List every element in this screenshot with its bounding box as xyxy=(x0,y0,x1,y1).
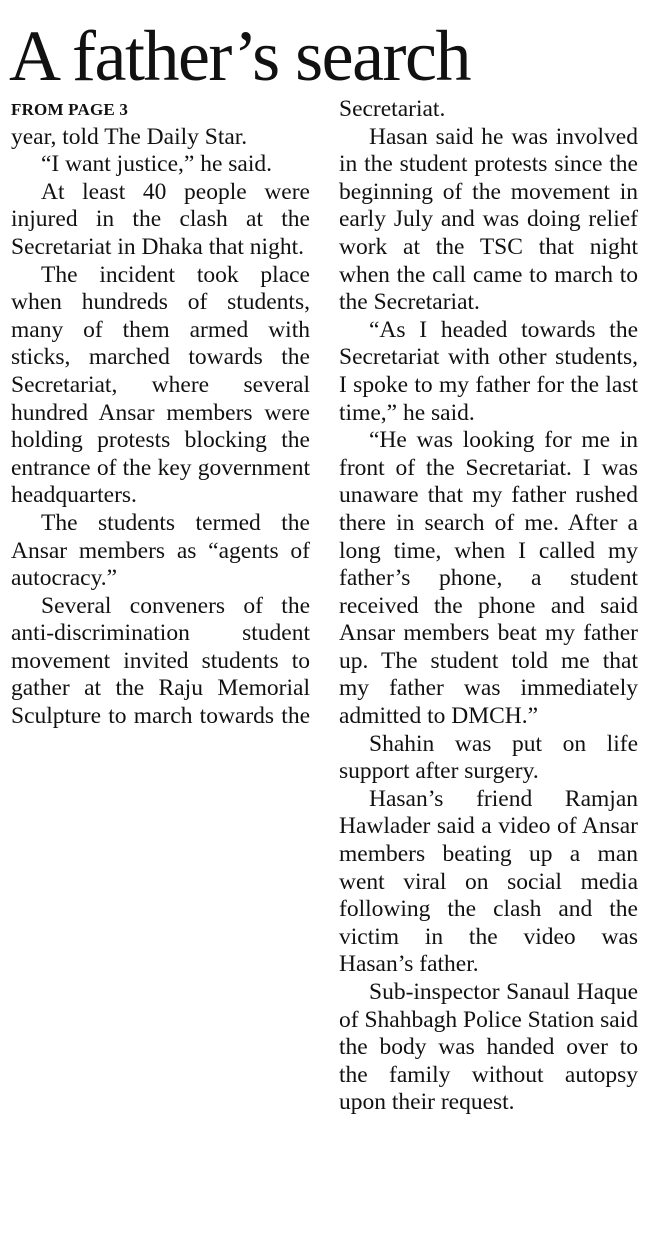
continuation-kicker: FROM PAGE 3 xyxy=(11,100,129,119)
left-column xyxy=(11,96,310,731)
paragraph: Shahin was put on life support after surgery. xyxy=(339,730,638,785)
paragraph: The incident took place when hundreds of students, many of them armed with sticks, marched towards the Secretariat, where several hundred Ansar members were holding protests blocking the entrance of the key government headquarters. xyxy=(11,261,310,509)
paragraph: “As I headed towards the Secretariat with other students, I spoke to my father for the last time,” he said. xyxy=(339,316,638,426)
paragraph-continued: Several conveners of the anti-discrimination student movement invited students to gather at the Raju Memorial Sculpture to march towards the xyxy=(11,592,310,730)
paragraph: Hasan’s friend Ramjan Hawlader said a video of Ansar members beating up a man went viral on social media following the clash and the victim in the video was Hasan’s father. xyxy=(339,785,638,978)
right-column xyxy=(339,96,638,1117)
paragraph: At least 40 people were injured in the clash at the Secretariat in Dhaka that night. xyxy=(11,178,310,260)
paragraph: “He was looking for me in front of the Secretariat. I was unaware that my father rushed there in search of me. After a long time, when I called my father’s phone, a student received the phone and said Ansar members beat my father up. The student told me that my father was immediately admitted to DMCH.” xyxy=(339,427,638,730)
paragraph-continuation: Secretariat. xyxy=(339,96,446,122)
paragraph: The students termed the Ansar members as “agents of autocracy.” xyxy=(11,509,310,592)
article-headline: A father’s search xyxy=(9,16,470,96)
paragraph: year, told The Daily Star. xyxy=(11,123,248,150)
paragraph: “I want justice,” he said. xyxy=(41,151,272,178)
paragraph: Sub-inspector Sanaul Haque of Shahbagh Police Station said the body was handed over to the family without autopsy upon their request. xyxy=(339,979,638,1116)
paragraph: Hasan said he was involved in the student protests since the beginning of the movement in early July and was doing relief work at the TSC that night when the call came to march to the Secretariat. xyxy=(339,123,638,316)
